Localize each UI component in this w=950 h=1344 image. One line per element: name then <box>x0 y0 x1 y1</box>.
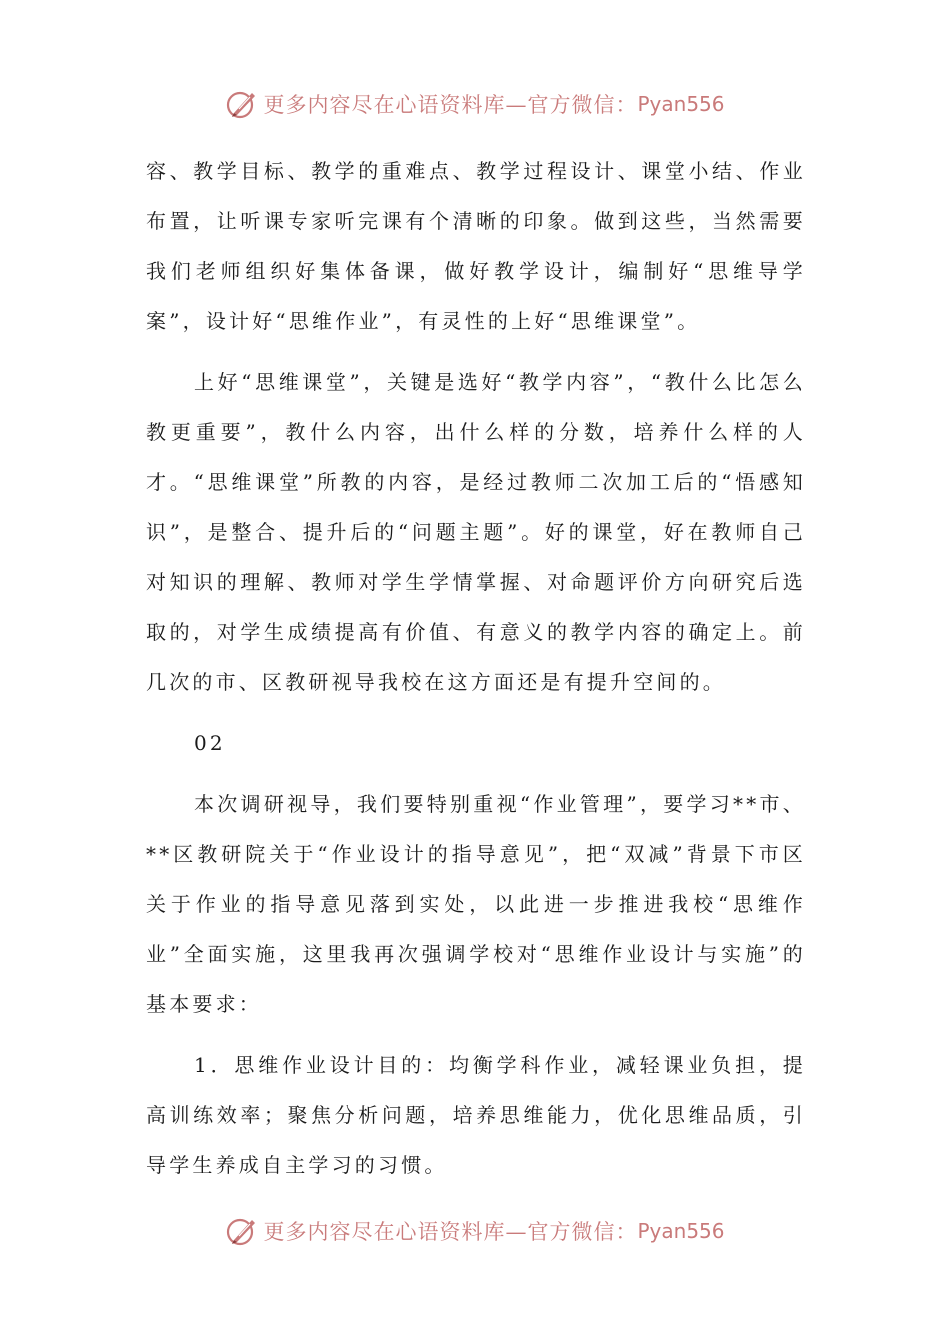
document-body <box>146 146 806 1190</box>
watermark-wechat-id: Pyan556 <box>637 92 725 116</box>
quill-pen-icon <box>225 1214 259 1248</box>
section-number: 02 <box>194 731 226 755</box>
quill-pen-icon <box>225 87 259 121</box>
watermark-text: 更多内容尽在心语资料库—官方微信： <box>263 93 638 117</box>
paragraph-homework-purpose: 1．思维作业设计目的：均衡学科作业，减轻课业负担，提高训练效率；聚焦分析问题，培养思维能力，优化思维品质，引导学生养成自主学习的习惯。 <box>146 1053 806 1177</box>
watermark-wechat-id: Pyan556 <box>637 1219 725 1243</box>
paragraph-thinking-classroom: 上好“思维课堂”，关键是选好“教学内容”，“教什么比怎么教更重要”，教什么内容，出什么样的分数，培养什么样的人才。“思维课堂”所教的内容，是经过教师二次加工后的“悟感知识”，是整合、提升后的“问题主题”。好的课堂，好在教师自己对知识的理解、教师对学生学情掌握、对命题评价方向研究后选取的，对学生成绩提高有价值、有意义的教学内容的确定上。前几次的市、区教研视导我校在这方面还是有提升空间的。 <box>146 370 806 694</box>
paragraph-continuation: 容、教学目标、教学的重难点、教学过程设计、课堂小结、作业布置，让听课专家听完课有个清晰的印象。做到这些，当然需要我们老师组织好集体备课，做好教学设计，编制好“思维导学案”，设计好“思维作业”，有灵性的上好“思维课堂”。 <box>146 159 806 333</box>
paragraph-homework-management: 本次调研视导，我们要特别重视“作业管理”，要学习**市、**区教研院关于“作业设计的指导意见”，把“双减”背景下市区关于作业的指导意见落到实处，以此进一步推进我校“思维作业”全面实施，这里我再次强调学校对“思维作业设计与实施”的基本要求： <box>146 792 806 1016</box>
watermark-text: 更多内容尽在心语资料库—官方微信： <box>263 1220 638 1244</box>
header-watermark <box>0 84 950 124</box>
footer-watermark <box>0 1211 950 1251</box>
